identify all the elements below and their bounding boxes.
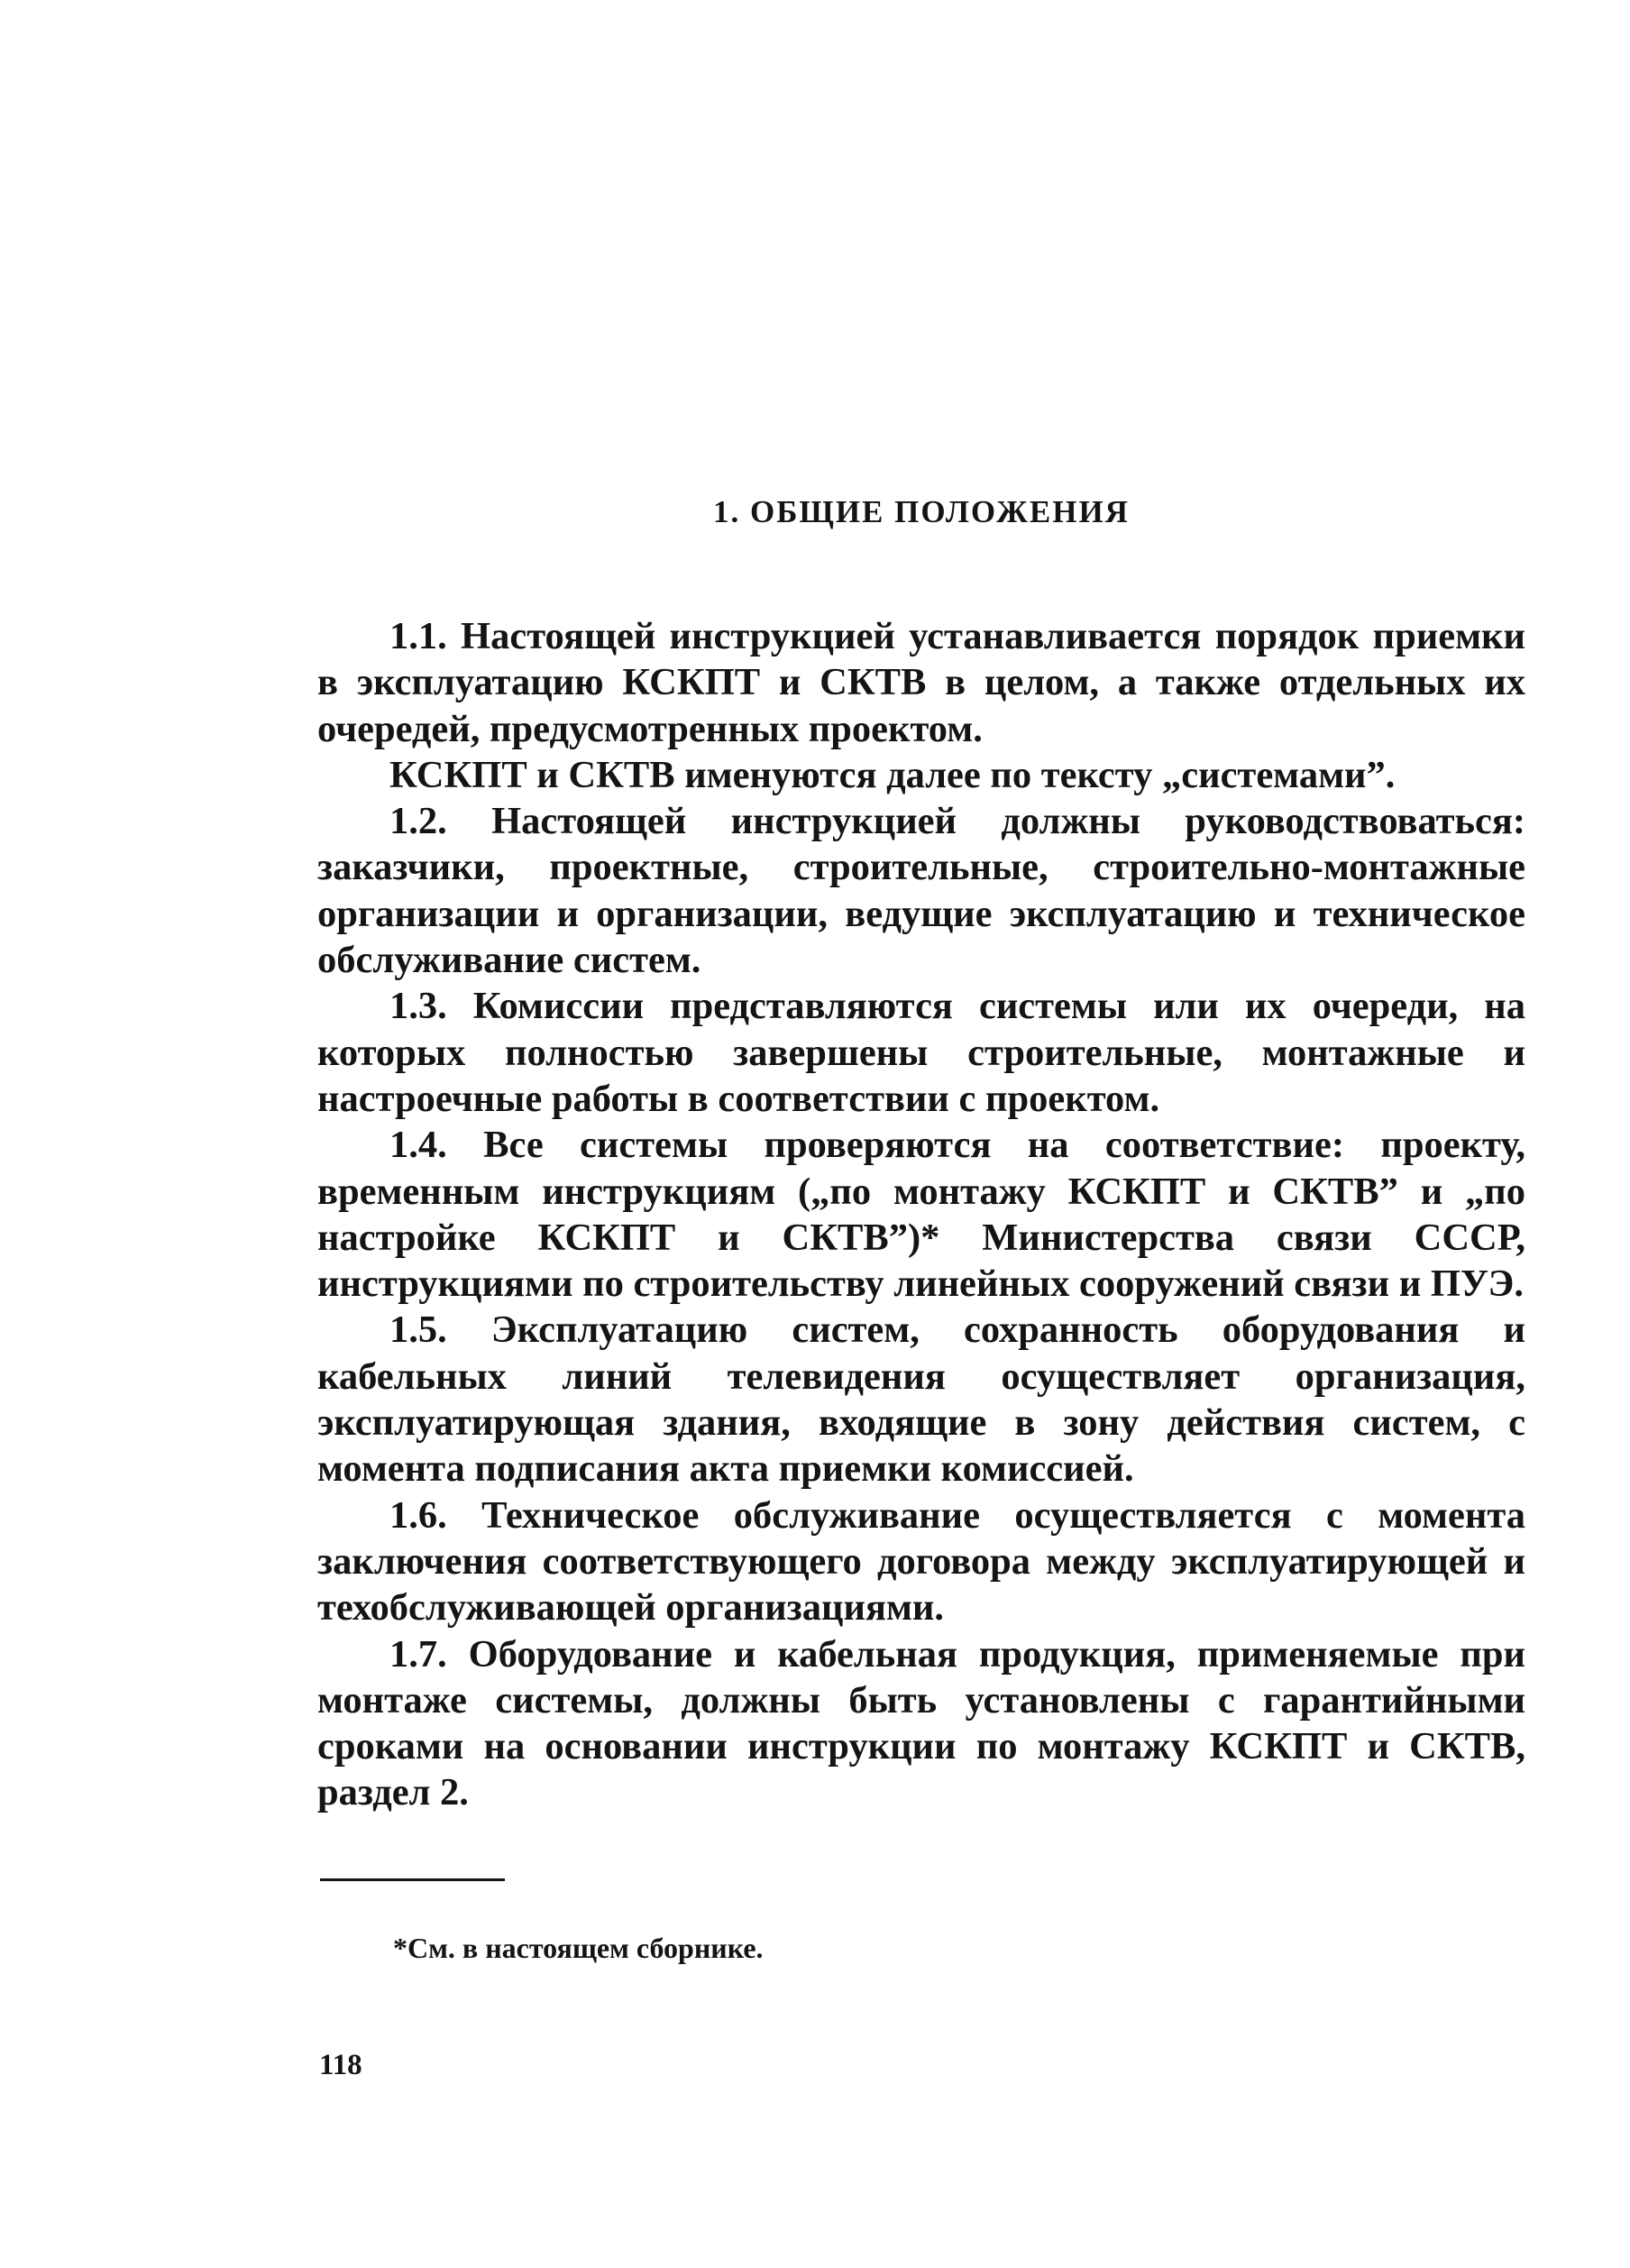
paragraph-1-2: 1.2. Настоящей инструкцией должны руководствоваться: заказчики, проектные, строительные, строительно-монтажные организации и организации, ведущие эксплуатацию и техническое обслуживание систем.: [317, 800, 1525, 982]
paragraph-1-7: 1.7. Оборудование и кабельная продукция, применяемые при монтаже системы, должны быть установлены с гарантийными сроками на основании инструкции по монтажу КСКПТ и СКТВ, раздел 2.: [317, 1632, 1525, 1814]
paragraph-1-4: 1.4. Все системы проверяются на соответствие: проекту, временным инструкциям („по монтажу КСКПТ и СКТВ” и „по настройке КСКПТ и СКТВ”)* Министерства связи СССР, инструкциями по строительству линейных сооружений связи и ПУЭ.: [317, 1124, 1525, 1306]
footnote: *См. в настоящем сборнике.: [393, 1932, 764, 1964]
paragraph-systems-note: КСКПТ и СКТВ именуются далее по тексту „системами”.: [389, 753, 1396, 796]
page-number: 118: [319, 2049, 362, 2081]
paragraph-1-1: 1.1. Настоящей инструкцией устанавливается порядок приемки в эксплуатацию КСКПТ и СКТВ в целом, а также отдельных их очередей, предусмотренных проектом.: [317, 615, 1525, 750]
paragraph-1-3: 1.3. Комиссии представляются системы или их очереди, на которых полностью завершены строительные, монтажные и настроечные работы в соответствии с проектом.: [317, 985, 1525, 1120]
paragraph-1-5: 1.5. Эксплуатацию систем, сохранность оборудования и кабельных линий телевидения осуществляет организация, эксплуатирующая здания, входящие в зону действия систем, с момента подписания акта приемки комиссией.: [317, 1308, 1525, 1491]
body-text: [317, 613, 1525, 1816]
section-heading: 1. ОБЩИЕ ПОЛОЖЕНИЯ: [713, 494, 1130, 529]
footnote-divider: [320, 1878, 505, 1881]
paragraph-1-6: 1.6. Техническое обслуживание осуществляется с момента заключения соответствующего договора между эксплуатирующей и техобслуживающей организациями.: [317, 1493, 1525, 1630]
